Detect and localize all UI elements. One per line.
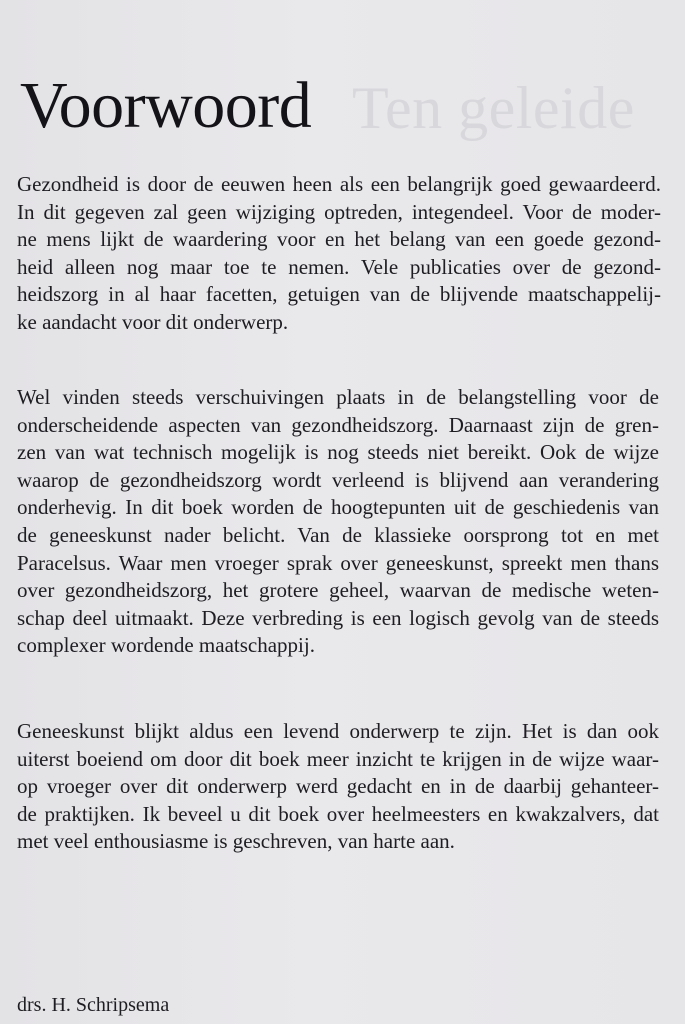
text-line: over gezondheidszorg, het grotere geheel, waarvan de medische weten- bbox=[17, 578, 659, 603]
text-line: onderhevig. In dit boek worden de hoogtepunten uit de geschiedenis van bbox=[17, 495, 659, 520]
text-line: op vroeger over dit onderwerp werd gedacht en in de daarbij gehanteer- bbox=[17, 774, 659, 799]
paragraph-3 bbox=[17, 718, 659, 856]
author-signature: drs. H. Schripsema bbox=[17, 994, 170, 1016]
text-line: In dit gegeven zal geen wijziging optreden, integendeel. Voor de moder- bbox=[17, 199, 661, 224]
text-line: schap deel uitmaakt. Deze verbreding is een logisch gevolg van de steeds bbox=[17, 605, 659, 630]
text-line: Gezondheid is door de eeuwen heen als een belangrijk goed gewaardeerd. bbox=[17, 172, 661, 196]
page-title: Voorwoord bbox=[20, 69, 312, 142]
text-line: met veel enthousiasme is geschreven, van harte aan. bbox=[17, 829, 455, 854]
text-line: de geneeskunst nader belicht. Van de klassieke oorsprong tot en met bbox=[17, 522, 659, 547]
text-line: Geneeskunst blijkt aldus een levend onderwerp te zijn. Het is dan ook bbox=[17, 719, 659, 743]
text-line: onderscheidende aspecten van gezondheidszorg. Daarnaast zijn de gren- bbox=[17, 412, 659, 437]
text-line: uiterst boeiend om door dit boek meer inzicht te krijgen in de wijze waar- bbox=[17, 746, 659, 771]
text-line: ke aandacht voor dit onderwerp. bbox=[17, 309, 289, 334]
text-line: heidszorg in al haar facetten, getuigen van de blijvende maatschappelij- bbox=[17, 282, 661, 307]
text-line: Wel vinden steeds verschuivingen plaats in de belangstelling voor de bbox=[17, 385, 659, 409]
paragraph-2 bbox=[17, 384, 659, 660]
bleed-through-title: Ten geleide bbox=[352, 75, 635, 141]
text-line: complexer wordende maatschappij. bbox=[17, 633, 315, 658]
text-line: zen van wat technisch mogelijk is nog steeds niet bereikt. Ook de wijze bbox=[17, 440, 659, 465]
text-line: waarop de gezondheidszorg wordt verleend is blijvend aan verandering bbox=[17, 467, 659, 492]
text-line: ne mens lijkt de waardering voor en het belang van een goede gezond- bbox=[17, 227, 661, 252]
paragraph-1 bbox=[17, 171, 661, 337]
text-line: Paracelsus. Waar men vroeger sprak over geneeskunst, spreekt men thans bbox=[17, 550, 659, 575]
text-line: heid alleen nog maar toe te nemen. Vele publicaties over de gezond- bbox=[17, 254, 661, 279]
text-line: de praktijken. Ik beveel u dit boek over heelmeesters en kwakzalvers, dat bbox=[17, 801, 659, 826]
